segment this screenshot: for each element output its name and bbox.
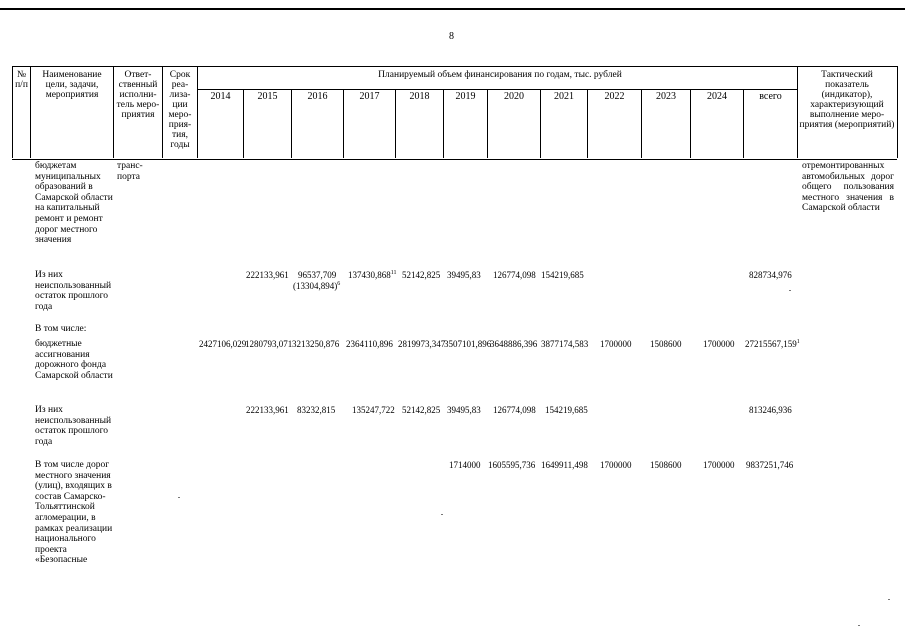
- year-2023: 2023: [656, 91, 676, 102]
- row2-2015: 222133,961: [246, 270, 289, 280]
- row5-2015: 222133,961: [246, 405, 289, 415]
- row1-responsible: транс-порта: [117, 161, 143, 182]
- col-border: [797, 66, 798, 158]
- header-funding: Планируемый объем финансирования по годам, тыс. рублей: [378, 70, 622, 80]
- row2-2017: 137430,868$^{11}$: [348, 270, 397, 280]
- row1-indicator: отремонтированных автомобильных дорог общего пользования местного значения в Самарской области: [802, 161, 894, 214]
- row4-name: бюджетные ассигнования дорожного фонда Самарской области: [35, 339, 113, 381]
- row2-2016-note: $(13304,894)^6$: [293, 281, 341, 291]
- header-num: № п/п: [15, 70, 28, 90]
- year-2020: 2020: [504, 91, 524, 102]
- scan-speck: [441, 514, 443, 515]
- row4-2015: 1280793,071: [245, 339, 293, 349]
- row4-total: 27215567,159$^1$: [745, 339, 800, 349]
- year-2018: 2018: [409, 91, 430, 102]
- row6-2023: 1508600: [650, 460, 682, 470]
- row6-2021: 1649911,498: [541, 460, 588, 470]
- col-border: [162, 66, 163, 158]
- scan-speck: [789, 290, 791, 291]
- row4-2018: 2819973,347: [398, 339, 446, 349]
- row2-2018: 52142,825: [402, 270, 441, 280]
- row5-2020: 126774,098: [493, 405, 536, 415]
- header-term: Срок реа-лиза-ции меро-прия-тия, годы: [168, 70, 192, 150]
- row4-2024: 1700000: [703, 339, 735, 349]
- row6-2024: 1700000: [703, 460, 735, 470]
- year-2019: 2019: [455, 91, 476, 102]
- scan-speck: [888, 599, 890, 600]
- header-indicator: Тактический показатель (индикатор), характеризующий выполнение меро-приятия (мероприятий): [799, 70, 895, 130]
- year-2024: 2024: [707, 91, 727, 102]
- row6-name: В том числе дорог местного значения (улиц), входящих в состав Самарско-Тольяттинской агломерации, в рамках реализации национального проекта «Безопасные: [35, 460, 113, 566]
- row5-2017: 135247,722: [352, 405, 395, 415]
- row1-name: бюджетам муниципальных образований в Самарской области на капитальный ремонт и ремонт дорог местного значения: [35, 161, 113, 246]
- row2-2016: 96537,709: [298, 270, 337, 280]
- row6-2019: 1714000: [449, 460, 481, 470]
- row5-2018: 52142,825: [402, 405, 441, 415]
- row2-2020: 126774,098: [493, 270, 536, 280]
- scan-speck: [858, 625, 860, 626]
- header-responsible: Ответ-ственный исполни-тель меро-приятия: [116, 70, 160, 120]
- col-border: [30, 66, 31, 158]
- row2-2019: 39495,83: [447, 270, 481, 280]
- col-border: [897, 66, 898, 158]
- row5-2016: 83232,815: [297, 405, 336, 415]
- row6-2020: 1605595,736: [488, 460, 536, 470]
- row2-name: Из них неиспользованный остаток прошлого года: [35, 270, 112, 312]
- row4-2022: 1700000: [600, 339, 632, 349]
- row4-2021: 3877174,583: [541, 339, 589, 349]
- row6-2022: 1700000: [600, 460, 632, 470]
- scan-speck: [178, 497, 180, 498]
- year-2017: 2017: [359, 91, 380, 102]
- row4-2020: 3648886,396: [490, 339, 538, 349]
- year-2022: 2022: [604, 91, 625, 102]
- row3-name: В том числе:: [35, 324, 87, 334]
- header-name: Наименование цели, задачи, мероприятия: [42, 70, 102, 100]
- year-2014: 2014: [210, 91, 231, 102]
- year-2015: 2015: [257, 91, 278, 102]
- year-row-rule: [197, 89, 797, 90]
- row5-name: Из них неиспользованный остаток прошлого года: [35, 405, 112, 447]
- row5-2021: 154219,685: [545, 405, 588, 415]
- row5-2019: 39495,83: [447, 405, 481, 415]
- row6-total: 9837251,746: [746, 460, 794, 470]
- year-total: всего: [759, 91, 782, 102]
- row4-2019: 3507101,896: [444, 339, 492, 349]
- row5-total: 813246,936: [749, 405, 792, 415]
- top-rule: [0, 8, 905, 10]
- row4-2017: 2364110,896: [346, 339, 393, 349]
- row2-total: 828734,976: [749, 270, 792, 280]
- year-2021: 2021: [554, 91, 574, 102]
- row4-2016: 3213250,876: [292, 339, 340, 349]
- col-border: [197, 66, 198, 158]
- row4-2014: 2427106,029: [199, 339, 247, 349]
- year-2016: 2016: [307, 91, 328, 102]
- page-number: 8: [449, 31, 454, 42]
- row4-2023: 1508600: [650, 339, 682, 349]
- row2-2021: 154219,685: [541, 270, 584, 280]
